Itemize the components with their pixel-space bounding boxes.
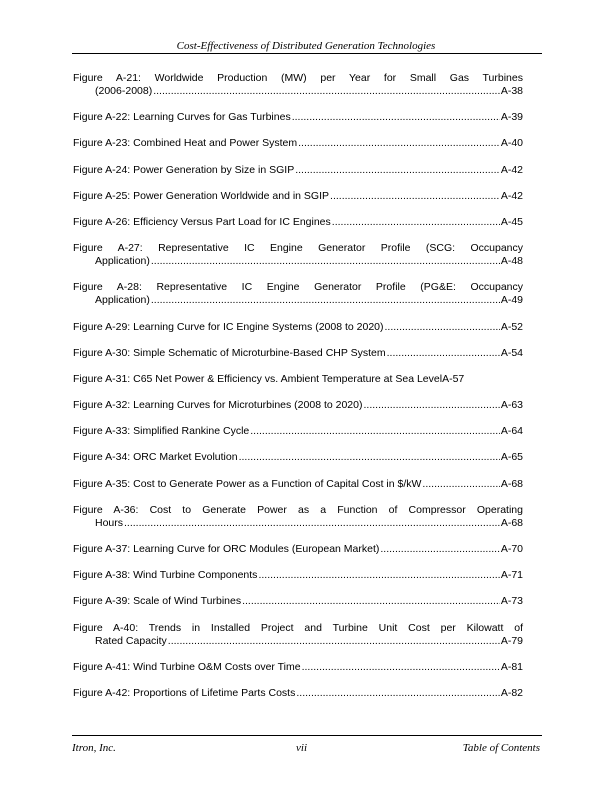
toc-entry-page: A-73 (500, 595, 523, 608)
dot-leader (332, 216, 500, 229)
dot-leader (302, 661, 500, 674)
toc-entry-page: A-71 (500, 569, 523, 582)
dot-leader (151, 294, 500, 307)
toc-entry[interactable] (73, 661, 523, 674)
toc-entry-page: A-81 (500, 660, 523, 673)
toc-entry-label-continuation: Application) (95, 255, 150, 268)
dot-leader (153, 85, 500, 98)
toc-entry-label: Figure A-30: Simple Schematic of Microturbine-Based CHP System (73, 346, 386, 359)
dot-leader (363, 399, 499, 412)
toc-entry-label: Figure A-24: Power Generation by Size in SGIP (73, 163, 295, 176)
dot-leader (124, 517, 500, 530)
dot-leader (168, 635, 500, 648)
toc-entry-page: A-49 (500, 294, 523, 307)
toc-entry-label: Figure A-38: Wind Turbine Components (73, 569, 258, 582)
dot-leader (330, 190, 500, 203)
dot-leader (385, 321, 500, 334)
toc-entry-page: A-57 (442, 372, 465, 385)
toc-entry-page: A-82 (500, 686, 523, 699)
toc-entry-label-continuation: (2006-2008) (95, 85, 153, 97)
toc-entry-label: Figure A-37: Learning Curve for ORC Modules (European Market) (73, 543, 380, 555)
toc-entry-label: Figure A-32: Learning Curves for Microturbines (2008 to 2020) (73, 399, 363, 412)
dot-leader (422, 478, 499, 491)
toc-entry-label: Figure A-33: Simplified Rankine Cycle (73, 425, 250, 438)
toc-entry-page: A-54 (500, 346, 523, 359)
toc-entry[interactable] (73, 543, 523, 556)
toc-entry-label: Figure A-31: C65 Net Power & Efficiency vs. Ambient Temperature at Sea Level (73, 372, 443, 385)
footer-page-number: vii (296, 742, 307, 754)
toc-entry-page: A-39 (500, 111, 523, 124)
toc-entry-label: Figure A-29: Learning Curve for IC Engine Systems (2008 to 2020) (73, 320, 384, 333)
toc-entry[interactable] (73, 281, 523, 307)
toc-entry-page: A-68 (500, 477, 523, 490)
footer-organization: Itron, Inc. (72, 742, 116, 754)
dot-leader (296, 687, 499, 700)
toc-entry-label: Figure A-28: Representative IC Engine Generator Profile (PG&E: Occupancy (73, 281, 523, 294)
toc-entry[interactable] (73, 164, 523, 177)
toc-entry-label: Figure A-40: Trends in Installed Project and Turbine Unit Cost per Kilowatt of (73, 621, 523, 634)
toc-entry-page: A-42 (500, 189, 523, 202)
toc-entry-label: Figure A-35: Cost to Generate Power as a Function of Capital Cost in $/kW (73, 477, 422, 490)
toc-entry-label: Figure A-23: Combined Heat and Power System (73, 137, 298, 150)
toc-entry[interactable] (73, 72, 523, 98)
toc-entry-label: Figure A-27: Representative IC Engine Generator Profile (SCG: Occupancy (73, 242, 523, 255)
toc-entry[interactable] (73, 111, 523, 124)
toc-entry-page: A-45 (500, 215, 523, 228)
toc-entry-label: Figure A-22: Learning Curves for Gas Turbines (73, 111, 291, 124)
dot-leader (242, 595, 500, 608)
toc-entry[interactable] (73, 569, 523, 582)
toc-entry[interactable] (73, 137, 523, 150)
toc-entry[interactable] (73, 622, 523, 648)
toc-entry-page: A-79 (500, 634, 523, 647)
toc-entry-page: A-42 (500, 163, 523, 176)
toc-entry[interactable] (73, 190, 523, 203)
toc-entry-page: A-40 (500, 137, 523, 150)
list-of-figures (73, 72, 523, 713)
toc-entry[interactable] (73, 373, 523, 386)
dot-leader (151, 255, 500, 268)
dot-leader (295, 164, 500, 177)
toc-entry-page: A-70 (500, 543, 523, 555)
dot-leader (380, 543, 499, 556)
toc-entry[interactable] (73, 687, 523, 700)
toc-entry-page: A-65 (500, 451, 523, 464)
toc-entry-label: Figure A-39: Scale of Wind Turbines (73, 595, 242, 608)
toc-entry[interactable] (73, 478, 523, 491)
toc-entry[interactable] (73, 451, 523, 464)
toc-entry-label: Figure A-26: Efficiency Versus Part Load for IC Engines (73, 215, 331, 228)
dot-leader (387, 347, 500, 360)
footer-rule (72, 735, 542, 736)
dot-leader (250, 425, 500, 438)
toc-entry-label: Figure A-41: Wind Turbine O&M Costs over Time (73, 660, 301, 673)
toc-entry-page: A-63 (500, 399, 523, 412)
toc-entry[interactable] (73, 347, 523, 360)
toc-entry-label: Figure A-42: Proportions of Lifetime Parts Costs (73, 686, 296, 699)
running-header-title: Cost-Effectiveness of Distributed Generation Technologies (176, 40, 436, 52)
toc-entry-label-continuation: Rated Capacity (95, 634, 167, 647)
toc-entry-page: A-64 (500, 425, 523, 438)
toc-entry[interactable] (73, 504, 523, 530)
toc-entry-label: Figure A-34: ORC Market Evolution (73, 451, 238, 464)
toc-entry-label-continuation: Hours (95, 516, 124, 529)
toc-entry-page: A-52 (500, 320, 523, 333)
dot-leader (292, 111, 500, 124)
toc-entry[interactable] (73, 242, 523, 268)
toc-entry-label: Figure A-25: Power Generation Worldwide and in SGIP (73, 189, 330, 202)
dot-leader (239, 451, 500, 464)
dot-leader (298, 137, 500, 150)
toc-entry-label-continuation: Application) (95, 294, 150, 307)
toc-entry[interactable] (73, 595, 523, 608)
toc-entry-page: A-68 (500, 516, 523, 529)
footer-section-title: Table of Contents (462, 742, 540, 754)
dot-leader (258, 569, 499, 582)
toc-entry[interactable] (73, 216, 523, 229)
toc-entry[interactable] (73, 425, 523, 438)
toc-entry[interactable] (73, 321, 523, 334)
toc-entry-label: Figure A-21: Worldwide Production (MW) per Year for Small Gas Turbines (73, 72, 523, 84)
toc-entry-page: A-38 (500, 85, 523, 97)
header-rule (72, 53, 542, 54)
toc-entry[interactable] (73, 399, 523, 412)
toc-entry-label: Figure A-36: Cost to Generate Power as a Function of Compressor Operating (73, 503, 523, 516)
toc-entry-page: A-48 (500, 255, 523, 268)
